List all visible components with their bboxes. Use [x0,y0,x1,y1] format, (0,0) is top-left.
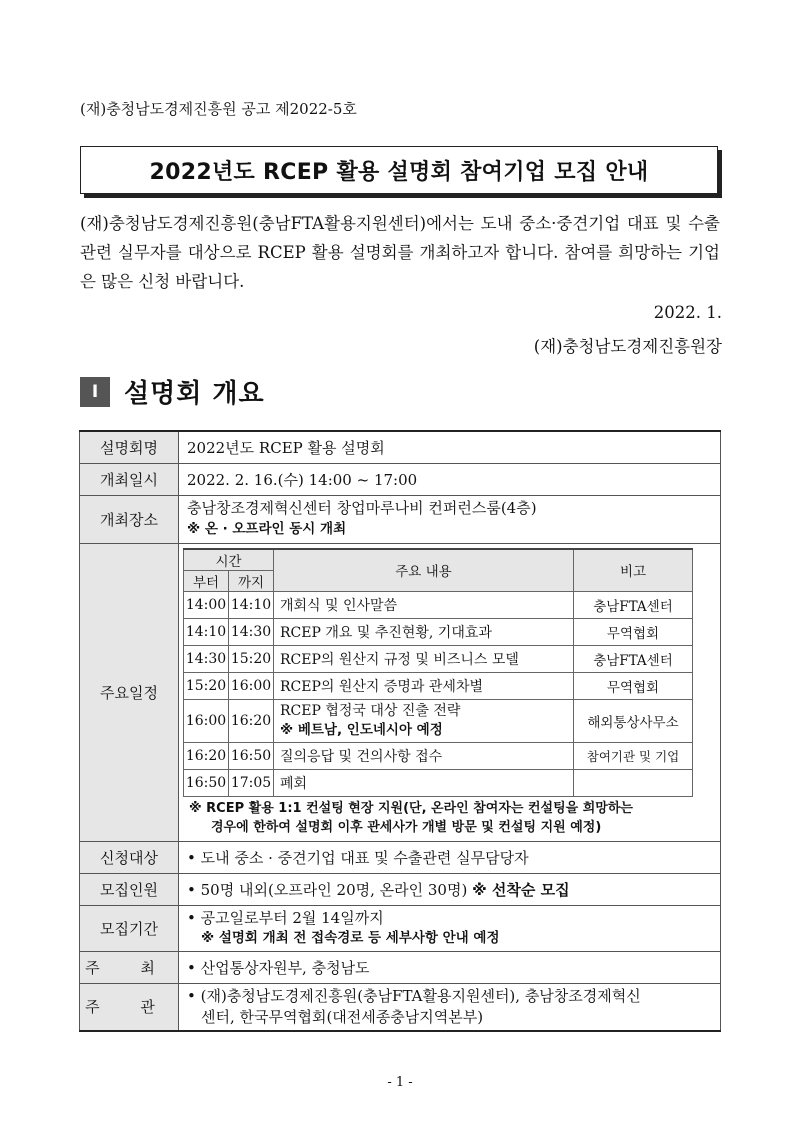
schedule-note-line1: ※ RCEP 활용 1:1 컨설팅 현장 지원(단, 온라인 참여자는 컨설팅을 희망하는 [189,800,633,816]
section-number: Ⅰ [80,377,110,407]
schedule-remark: 참여기관 및 기업 [574,742,693,769]
label-host: 주 최 [80,951,179,983]
schedule-row [184,699,693,742]
schedule-content: RCEP의 원산지 증명과 관세차별 [274,672,574,699]
schedule-content: RCEP 개요 및 추진현황, 기대효과 [274,618,574,645]
value-venue [179,495,721,543]
schedule-row [184,672,693,699]
capacity-note: ※ 선착순 모집 [472,880,570,899]
notice-number: (재)충청남도경제진흥원 공고 제2022-5호 [80,100,357,118]
schedule-remark: 해외통상사무소 [574,699,693,742]
section-title: 설명회 개요 [124,379,265,409]
time-from: 16:20 [184,742,229,769]
schedule-row [184,769,693,796]
time-from: 15:20 [184,672,229,699]
schedule-cell [179,543,721,841]
row-capacity [80,873,721,905]
label-name: 설명회명 [80,431,179,463]
schedule-row [184,742,693,769]
time-to: 17:05 [229,769,274,796]
row-datetime [80,463,721,495]
value-period [179,905,721,951]
time-from: 16:50 [184,769,229,796]
notice-date: 2022. 1. [653,303,722,322]
schedule-content [274,699,574,742]
schedule-content: 개회식 및 인사말씀 [274,591,574,618]
page-number: - 1 - [387,1075,413,1090]
period-text: • 공고일로부터 2월 14일까지 [187,908,712,928]
schedule-row [184,645,693,672]
schedule-note-line2: 경우에 한하여 설명회 이후 관세사가 개별 방문 및 컨설팅 지원 예정) [211,819,602,835]
row-venue [80,495,721,543]
intro-paragraph: (재)충청남도경제진흥원(충남FTA활용지원센터)에서는 도내 중소·중견기업 대표 및 수출 관련 실무자를 대상으로 RCEP 활용 설명회를 개최하고자 합니다. 참여를 희망하는 기업은 많은 신청 바랍니다. [80,214,720,291]
schedule-note [183,799,716,841]
schedule-remark: 충남FTA센터 [574,645,693,672]
label-target: 신청대상 [80,841,179,873]
row-name [80,431,721,463]
time-to: 16:50 [229,742,274,769]
label-venue: 개최장소 [80,495,179,543]
venue-text: 충남창조경제혁신센터 창업마루나비 컨퍼런스룸(4층) [187,499,537,517]
schedule-table [183,548,693,797]
value-target [179,841,721,873]
label-period: 모집기간 [80,905,179,951]
schedule-content-text: RCEP 협정국 대상 진출 전략 [280,702,461,719]
header-content: 주요 내용 [274,549,574,592]
schedule-row [184,591,693,618]
row-target [80,841,721,873]
schedule-remark: 무역협회 [574,618,693,645]
time-to: 14:30 [229,618,274,645]
schedule-content-note: ※ 베트남, 인도네시아 예정 [280,721,443,738]
time-from: 14:30 [184,645,229,672]
header-time: 시간 [184,549,274,571]
overview-table [79,430,721,1032]
value-capacity [179,873,721,905]
schedule-content: RCEP의 원산지 규정 및 비즈니스 모델 [274,645,574,672]
host-text: • 산업통상자원부, 충청남도 [187,959,370,977]
time-to: 15:20 [229,645,274,672]
label-datetime: 개최일시 [80,463,179,495]
organizer-text-2: 센터, 한국무역협회(대전세종충남지역본부) [201,1007,484,1026]
schedule-remark [574,769,693,796]
value-host [179,951,721,983]
schedule-row [184,618,693,645]
schedule-remark: 충남FTA센터 [574,591,693,618]
time-from: 16:00 [184,699,229,742]
row-host [80,951,721,983]
label-schedule: 주요일정 [80,543,179,841]
capacity-text: • 50명 내외(오프라인 20명, 온라인 30명) [187,881,467,899]
time-from: 14:10 [184,618,229,645]
schedule-remark: 무역협회 [574,672,693,699]
section-heading [80,373,265,410]
label-capacity: 모집인원 [80,873,179,905]
time-to: 16:00 [229,672,274,699]
organizer-text-1: • (재)충청남도경제진흥원(충남FTA활용지원센터), 충남창조경제혁신 [187,986,712,1007]
label-organizer: 주 관 [80,983,179,1031]
header-remark: 비고 [574,549,693,592]
period-note: ※ 설명회 개최 전 접속경로 등 세부사항 안내 예정 [201,930,500,946]
value-organizer [179,983,721,1031]
value-name: 2022년도 RCEP 활용 설명회 [179,431,721,463]
schedule-content: 질의응답 및 건의사항 접수 [274,742,574,769]
value-datetime: 2022. 2. 16.(수) 14:00 ~ 17:00 [179,463,721,495]
schedule-content: 폐회 [274,769,574,796]
header-from: 부터 [184,570,229,591]
header-to: 까지 [229,570,274,591]
target-text: • 도내 중소 · 중견기업 대표 및 수출관련 실무담당자 [187,849,529,867]
time-to: 16:20 [229,699,274,742]
signer: (재)충청남도경제진흥원장 [533,337,722,356]
time-to: 14:10 [229,591,274,618]
document-title-box [80,146,718,194]
row-organizer [80,983,721,1031]
row-schedule [80,543,721,841]
document-title: 2022년도 RCEP 활용 설명회 참여기업 모집 안내 [149,159,649,185]
time-from: 14:00 [184,591,229,618]
row-period [80,905,721,951]
venue-note: ※ 온 · 오프라인 동시 개최 [187,521,347,537]
